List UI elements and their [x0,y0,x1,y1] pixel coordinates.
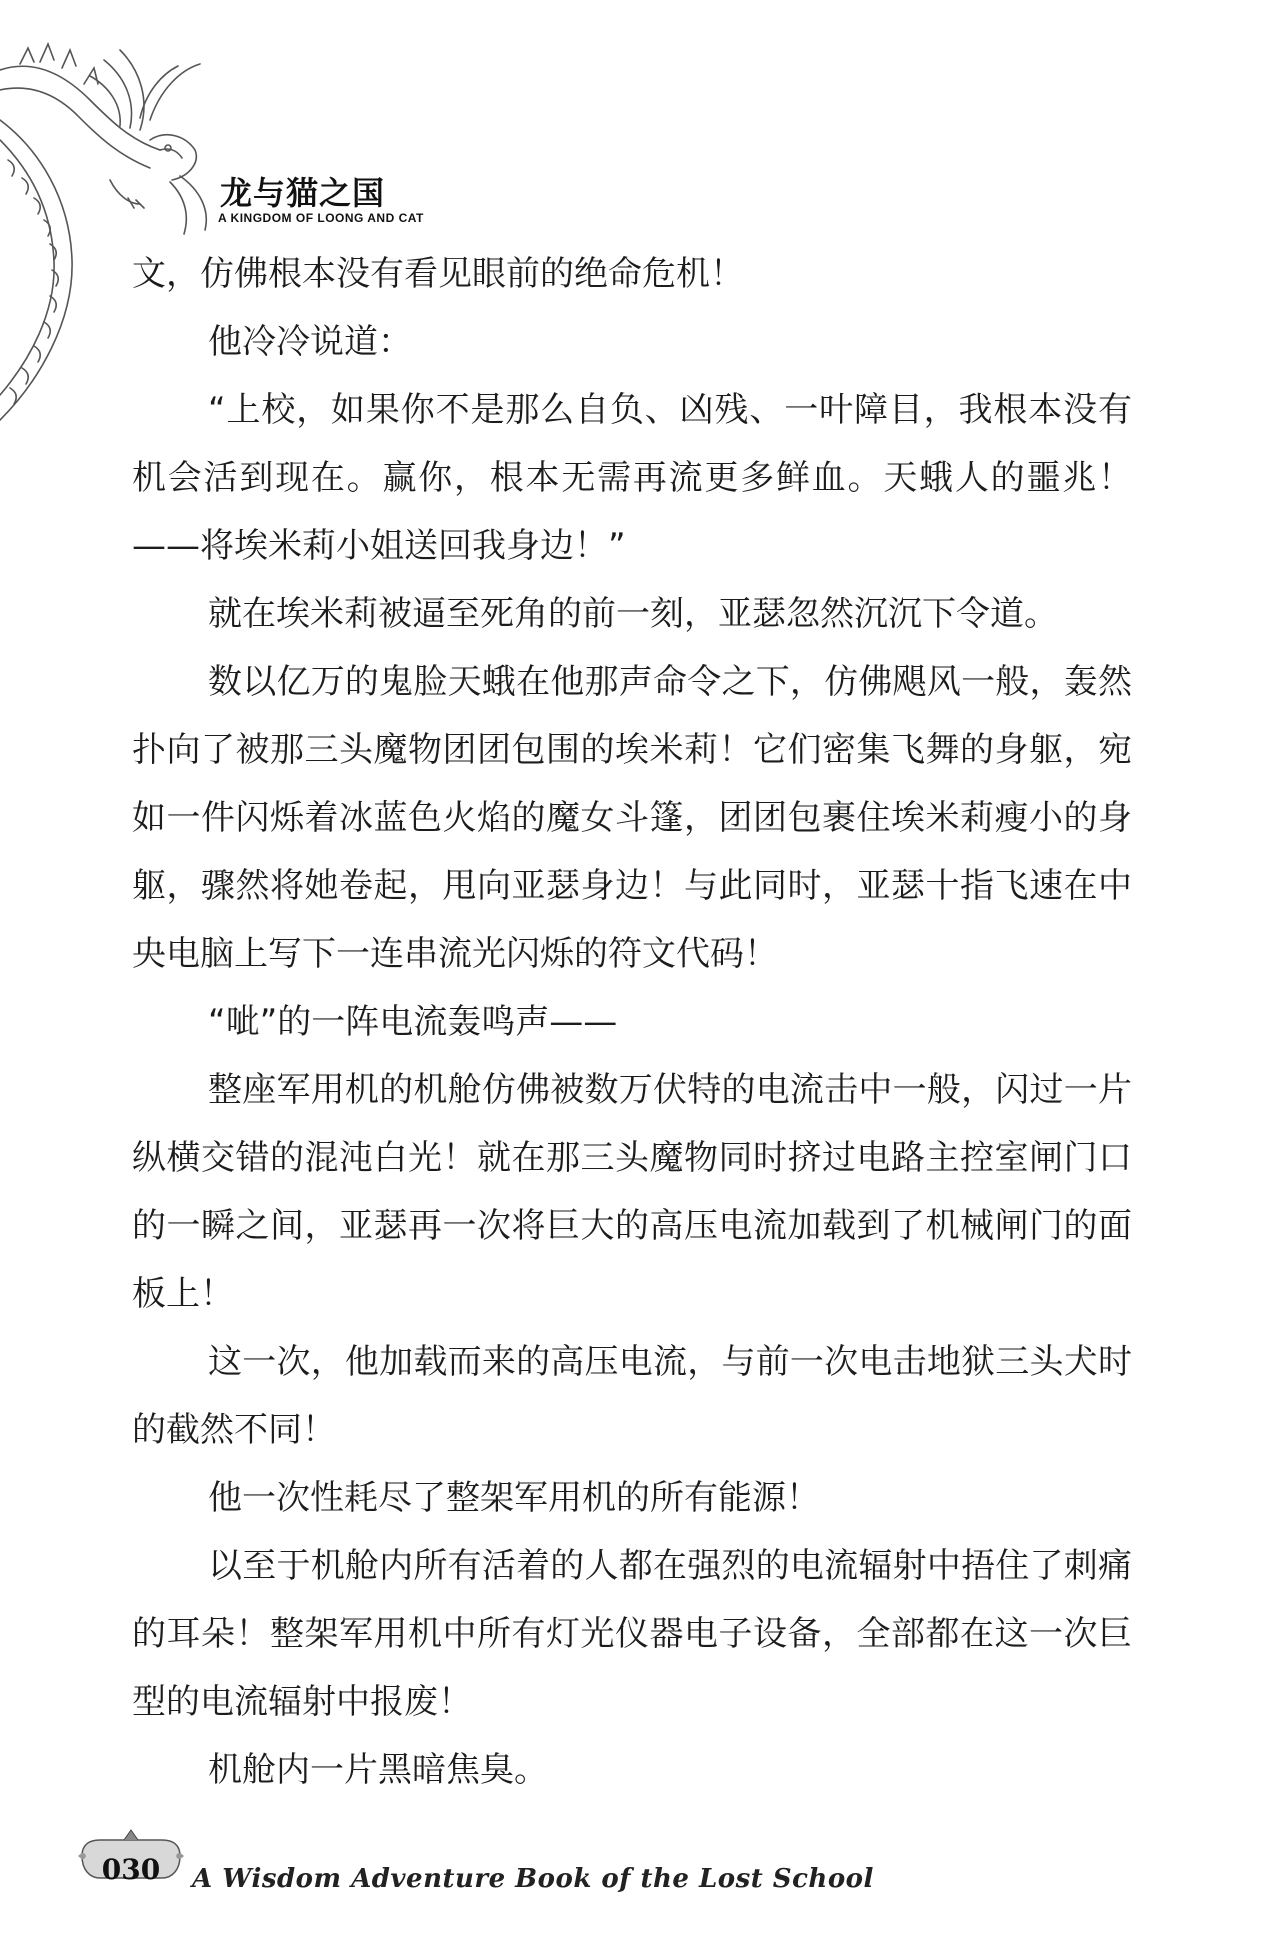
paragraph: 数以亿万的鬼脸天蛾在他那声命令之下，仿佛飓风一般，轰然扑向了被那三头魔物团团包围的埃米莉！它们密集飞舞的身躯，宛如一件闪烁着冰蓝色火焰的魔女斗篷，团团包裹住埃米莉瘦小的身躯，骤然将她卷起，甩向亚瑟身边！与此同时，亚瑟十指飞速在中央电脑上写下一连串流光闪烁的符文代码！ [132,662,1132,974]
paragraph: 就在埃米莉被逼至死角的前一刻，亚瑟忽然沉沉下令道。 [208,594,1058,634]
book-subtitle: A KINGDOM OF LOONG AND CAT [218,211,424,225]
paragraph: “上校，如果你不是那么自负、凶残、一叶障目，我根本没有机会活到现在。赢你，根本无需再流更多鲜血。天蛾人的噩兆！——将埃米莉小姐送回我身边！” [132,390,1132,566]
body-text [132,240,1132,1804]
paragraph: “呲”的一阵电流轰鸣声—— [208,1002,618,1042]
page-number: 030 [101,1853,161,1886]
book-title: 龙与猫之国 [220,174,386,212]
footer-series-text: A Wisdom Adventure Book of the Lost School [192,1864,874,1894]
paragraph: 这一次，他加载而来的高压电流，与前一次电击地狱三头犬时的截然不同！ [132,1342,1132,1450]
paragraph: 整座军用机的机舱仿佛被数万伏特的电流击中一般，闪过一片纵横交错的混沌白光！就在那三头魔物同时挤过电路主控室闸门口的一瞬之间，亚瑟再一次将巨大的高压电流加载到了机械闸门的面板上！ [132,1070,1132,1314]
paragraph: 他冷冷说道： [208,322,412,362]
paragraph: 他一次性耗尽了整架军用机的所有能源！ [208,1478,820,1518]
paragraph: 机舱内一片黑暗焦臭。 [208,1750,548,1790]
paragraph: 以至于机舱内所有活着的人都在强烈的电流辐射中捂住了刺痛的耳朵！整架军用机中所有灯光仪器电子设备，全部都在这一次巨型的电流辐射中报废！ [132,1546,1132,1722]
paragraph: 文，仿佛根本没有看见眼前的绝命危机！ [132,254,744,294]
